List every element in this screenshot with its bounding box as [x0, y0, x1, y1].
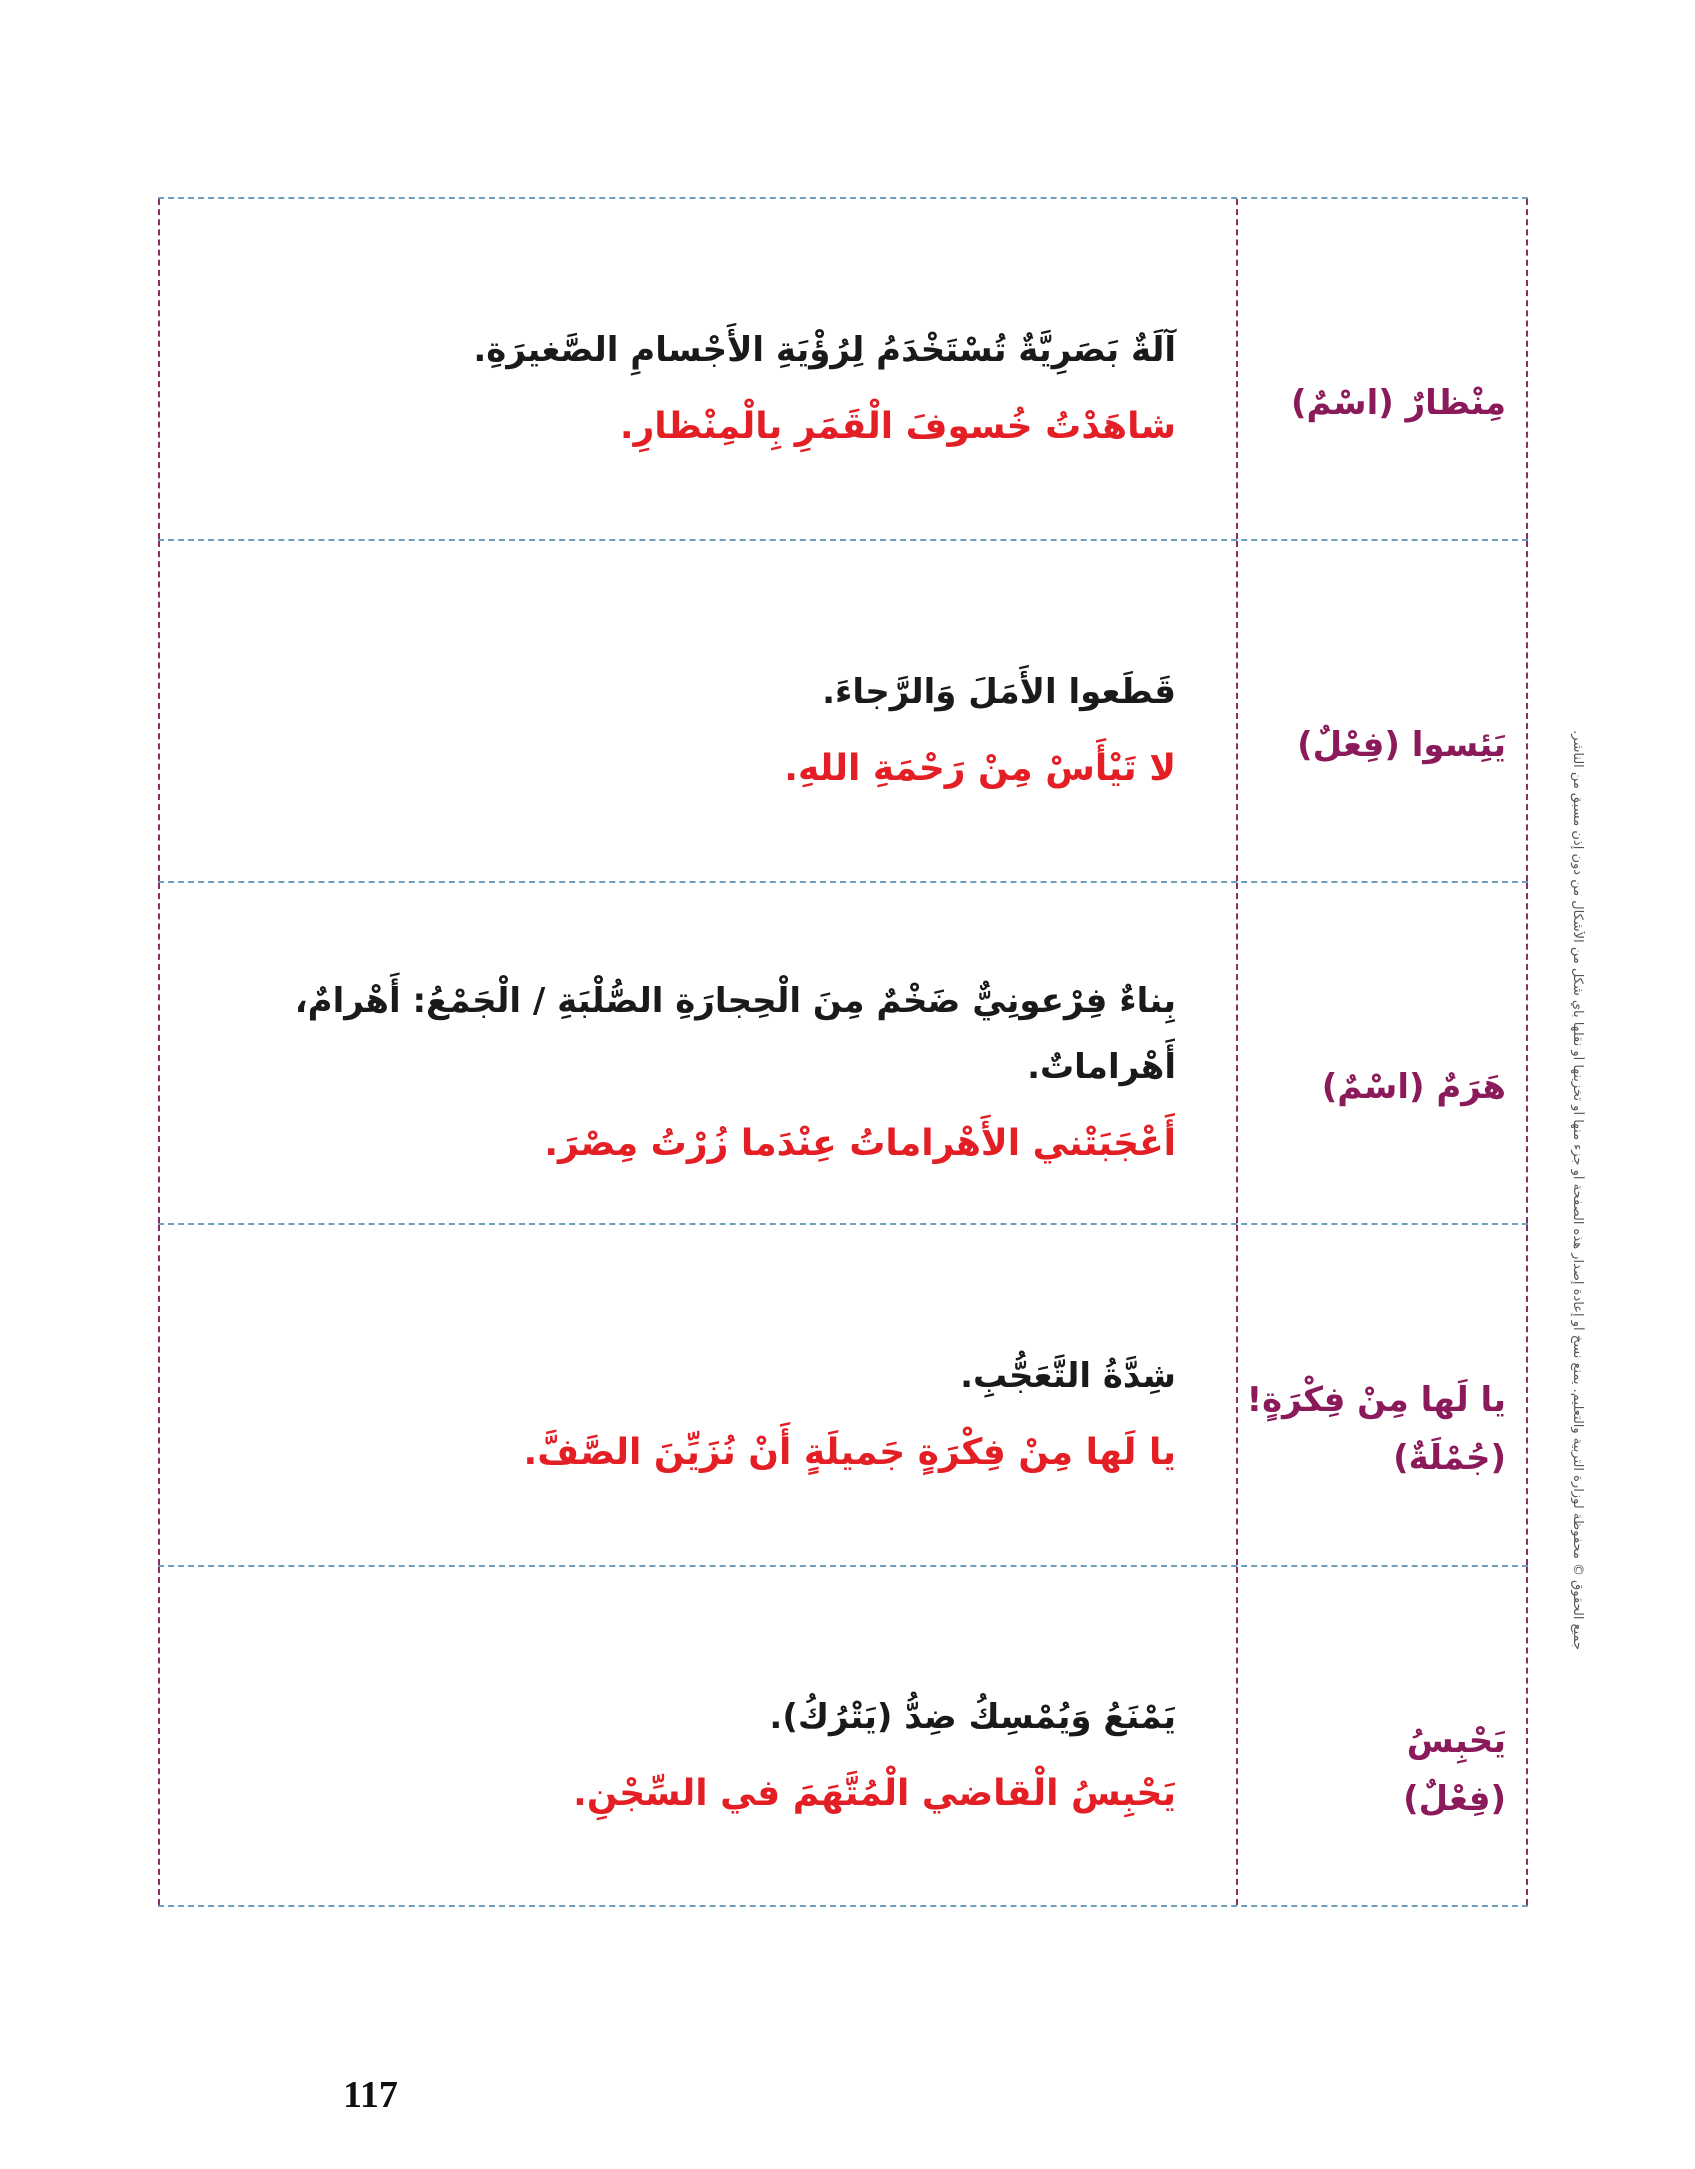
example-sentence: أَعْجَبَتْني الأَهْراماتُ عِنْدَما زُرْتُ مِصْرَ. — [544, 1123, 1176, 1165]
definition-text: شِدَّةُ التَّعَجُّبِ. — [960, 1355, 1176, 1396]
table-row — [158, 881, 1528, 1223]
definition-text: بِناءٌ فِرْعونِيٌّ ضَخْمٌ مِنَ الْحِجارَةِ الصُّلْبَةِ / الْجَمْعُ: أَهْرامٌ، — [294, 980, 1176, 1021]
page-number: 117 — [343, 2074, 398, 2116]
definition-cell — [158, 1225, 1236, 1565]
definition-text: قَطَعوا الأَمَلَ وَالرَّجاءَ. — [822, 671, 1176, 712]
word-type: (فِعْلٌ) — [1403, 1779, 1506, 1819]
example-sentence: لا تَيْأَسْ مِنْ رَحْمَةِ اللهِ. — [784, 747, 1176, 789]
vocabulary-table — [158, 197, 1528, 1907]
vocabulary-word: يَحْبِسُ — [1406, 1721, 1506, 1762]
definition-cell — [158, 199, 1236, 539]
example-sentence: يَحْبِسُ الْقاضي الْمُتَّهَمَ في السِّجْنِ. — [573, 1772, 1176, 1814]
definition-text: آلَةٌ بَصَرِيَّةٌ تُسْتَخْدَمُ لِرُؤْيَةِ الأَجْسامِ الصَّغيرَةِ. — [473, 329, 1176, 370]
word-cell — [1236, 883, 1528, 1223]
definition-text: أَهْراماتٌ. — [1027, 1046, 1176, 1087]
table-row — [158, 197, 1528, 539]
table-row — [158, 1223, 1528, 1565]
definition-cell — [158, 883, 1236, 1223]
example-sentence: يا لَها مِنْ فِكْرَةٍ جَميلَةٍ أَنْ نُزَيِّنَ الصَّفَّ. — [523, 1431, 1176, 1473]
vocabulary-word: يا لَها مِنْ فِكْرَةٍ! — [1246, 1380, 1506, 1421]
word-cell — [1236, 1225, 1528, 1565]
table-row — [158, 1565, 1528, 1907]
word-cell — [1236, 541, 1528, 881]
word-cell — [1236, 1567, 1528, 1905]
word-type: (جُمْلَةٌ) — [1393, 1438, 1506, 1478]
table-row — [158, 539, 1528, 881]
example-sentence: شاهَدْتُ خُسوفَ الْقَمَرِ بِالْمِنْظارِ. — [619, 405, 1176, 447]
definition-cell — [158, 541, 1236, 881]
definition-cell — [158, 1567, 1236, 1905]
word-cell — [1236, 199, 1528, 539]
definition-text: يَمْنَعُ وَيُمْسِكُ ضِدُّ (يَتْرُكُ). — [769, 1696, 1176, 1737]
copyright-note: جميع الحقوق © محفوظة لوزارة التربية والتعليم. يمنع نسخ أو إعادة إصدار هذه الصفحة أو جزء منها أو تخزينها أو نقلها بأي شكل من الأشكال من دون إذن مسبق من الناشر. — [1570, 730, 1585, 1650]
vocabulary-word: هَرَمٌ (اسْمٌ) — [1321, 1067, 1506, 1108]
vocabulary-word: يَئِسوا (فِعْلٌ) — [1297, 725, 1506, 766]
vocabulary-word: مِنْظارٌ (اسْمٌ) — [1290, 383, 1506, 424]
